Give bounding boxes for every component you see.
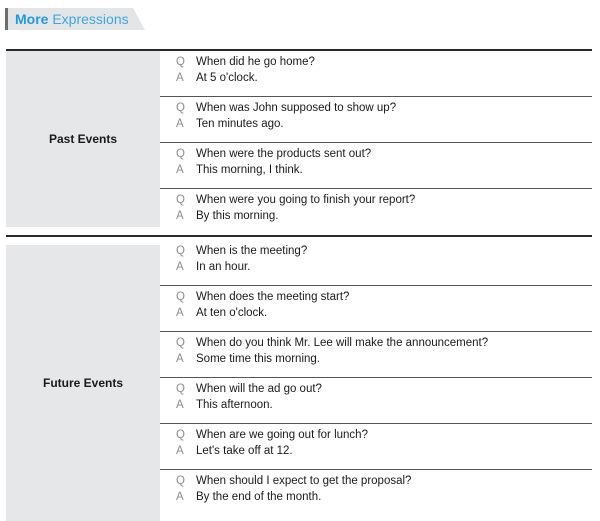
answer-text: Ten minutes ago.	[196, 118, 284, 130]
answer-marker: A	[176, 210, 184, 222]
answer-marker: A	[176, 445, 184, 457]
header-title	[15, 10, 129, 28]
qa-row	[160, 189, 592, 235]
question-marker: Q	[176, 337, 185, 349]
answer-text: In an hour.	[196, 261, 251, 273]
qa-row	[160, 240, 592, 286]
qa-row	[160, 332, 592, 378]
qa-row	[160, 286, 592, 332]
question-text: When are we going out for lunch?	[196, 429, 368, 441]
answer-text: Let's take off at 12.	[196, 445, 293, 457]
question-text: When was John supposed to show up?	[196, 102, 397, 114]
question-marker: Q	[176, 291, 185, 303]
qa-list	[160, 240, 592, 516]
question-marker: Q	[176, 148, 185, 160]
answer-marker: A	[176, 164, 184, 176]
answer-text: Some time this morning.	[196, 353, 320, 365]
answer-marker: A	[176, 399, 184, 411]
question-marker: Q	[176, 56, 185, 68]
past-events-section	[6, 49, 592, 235]
question-marker: Q	[176, 194, 185, 206]
future-events-section	[6, 235, 592, 518]
question-text: When will the ad go out?	[196, 383, 322, 395]
question-text: When do you think Mr. Lee will make the announcement?	[196, 337, 489, 349]
qa-list	[160, 51, 592, 235]
answer-text: At ten o'clock.	[196, 307, 268, 319]
qa-row	[160, 143, 592, 189]
question-marker: Q	[176, 475, 185, 487]
answer-text: This morning, I think.	[196, 164, 303, 176]
answer-text: At 5 o'clock.	[196, 72, 258, 84]
question-text: When does the meeting start?	[196, 291, 350, 303]
section-label-cell	[6, 245, 160, 521]
question-text: When should I expect to get the proposal?	[196, 475, 412, 487]
answer-marker: A	[176, 491, 184, 503]
qa-row	[160, 470, 592, 516]
header-title-light: Expressions	[52, 11, 129, 27]
section-label: Past Events	[48, 132, 118, 146]
answer-marker: A	[176, 261, 184, 273]
qa-row	[160, 424, 592, 470]
answer-text: By this morning.	[196, 210, 279, 222]
question-marker: Q	[176, 245, 185, 257]
qa-row	[160, 51, 592, 97]
answer-marker: A	[176, 72, 184, 84]
section-label-cell	[6, 51, 160, 227]
section-label: Future Events	[42, 376, 123, 390]
question-text: When were the products sent out?	[196, 148, 372, 160]
section-divider	[6, 235, 592, 237]
answer-marker: A	[176, 118, 184, 130]
answer-text: This afternoon.	[196, 399, 273, 411]
qa-row	[160, 97, 592, 143]
answer-marker: A	[176, 307, 184, 319]
question-text: When did he go home?	[196, 56, 315, 68]
answer-marker: A	[176, 353, 184, 365]
qa-row	[160, 378, 592, 424]
section-header	[5, 8, 145, 30]
question-text: When were you going to finish your report?	[196, 194, 416, 206]
header-title-bold: More	[15, 11, 49, 27]
answer-text: By the end of the month.	[196, 491, 322, 503]
question-marker: Q	[176, 429, 185, 441]
question-marker: Q	[176, 102, 185, 114]
question-text: When is the meeting?	[196, 245, 308, 257]
question-marker: Q	[176, 383, 185, 395]
